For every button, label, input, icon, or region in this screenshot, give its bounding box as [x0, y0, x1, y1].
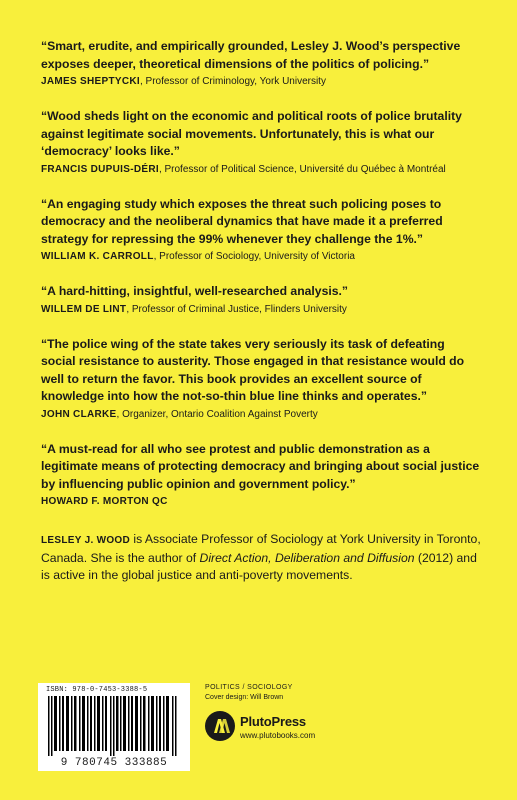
barcode-panel: [38, 683, 190, 771]
pluto-logo-icon: [205, 711, 235, 741]
book-title: Direct Action, Deliberation and Diffusion: [199, 550, 415, 565]
endorsement-quote: “The police wing of the state takes very seriously its task of defeating social resistance to austerity. Those engaged in that resistance would do well to return the favor. This book provides an excellent source of knowledge into how the not-so-thin blue line thinks and operates.”: [41, 336, 465, 403]
endorsement-quote: “A hard-hitting, insightful, well-researched analysis.”: [41, 284, 349, 298]
barcode-number: 9 780745 333885: [60, 757, 168, 769]
barcode-icon: [48, 696, 180, 756]
endorsement: [41, 196, 481, 265]
endorsement-attribution: [41, 163, 481, 177]
bio-text-part-1: is Associate Professor of Sociology at York University in Toronto, Canada. She is the author of: [41, 532, 481, 565]
endorser-title: , Professor of Political Science, Université du Québec à Montréal: [158, 163, 446, 175]
endorsement-attribution: [41, 250, 481, 264]
endorsement-attribution: [41, 75, 481, 89]
endorsement: [41, 441, 481, 510]
author-name: LESLEY J. WOOD: [41, 535, 131, 546]
endorser-name: WILLIAM K. CARROLL: [41, 251, 154, 262]
endorsement-quote: “A must-read for all who see protest and public demonstration as a legitimate means of protecting democracy and bringing about social justice by influencing public opinion and government policy.”: [41, 441, 480, 491]
endorsement: [41, 336, 481, 422]
endorser-name: HOWARD F. MORTON QC: [41, 496, 168, 507]
endorsements: [41, 38, 481, 585]
bio-text-part-2: (2012) and is active in the global justice and anti-poverty movements.: [41, 550, 477, 582]
endorser-title: , Professor of Criminology, York University: [139, 76, 326, 87]
endorsement-attribution: [41, 303, 481, 317]
endorser-name: JOHN CLARKE: [41, 408, 117, 420]
endorser-name: FRANCIS DUPUIS-DÉRI: [41, 163, 159, 175]
publisher-logo: [205, 711, 355, 751]
author-bio: [41, 531, 481, 585]
publisher-url: www.plutobooks.com: [240, 731, 316, 740]
endorser-name: WILLEM DE LINT: [41, 303, 127, 315]
endorsement-attribution: [41, 495, 481, 509]
endorsement-quote: “Wood sheds light on the economic and political roots of police brutality against legitimate social movements. Unfortunately, this is what our ‘democracy’ looks like.”: [41, 109, 462, 158]
endorser-name: JAMES SHEPTYCKI: [41, 76, 140, 87]
endorsement: [41, 283, 481, 317]
endorsement-quote: “Smart, erudite, and empirically grounded, Lesley J. Wood’s perspective exposes deeper, theoretical dimensions of the politics of policing.”: [41, 39, 461, 71]
endorser-title: , Organizer, Ontario Coalition Against Poverty: [116, 408, 318, 420]
isbn-label: ISBN: 978-0-7453-3388-5: [46, 686, 148, 694]
publisher-name: PlutoPress: [240, 714, 306, 729]
cover-design-credit: Cover design: Will Brown: [205, 694, 284, 701]
endorsement-quote: “An engaging study which exposes the threat such policing poses to democracy and the neoliberal dynamics that have made it a preferred strategy for repressing the 99% whenever they challenge the 1%.”: [41, 196, 443, 246]
endorser-title: , Professor of Criminal Justice, Flinders University: [126, 303, 347, 315]
subject-category: POLITICS / SOCIOLOGY: [205, 684, 293, 691]
endorser-title: , Professor of Sociology, University of Victoria: [153, 251, 355, 262]
cover-metadata: [205, 683, 293, 703]
endorsement-attribution: [41, 408, 481, 422]
endorsement: [41, 108, 481, 177]
endorsement: [41, 38, 481, 89]
